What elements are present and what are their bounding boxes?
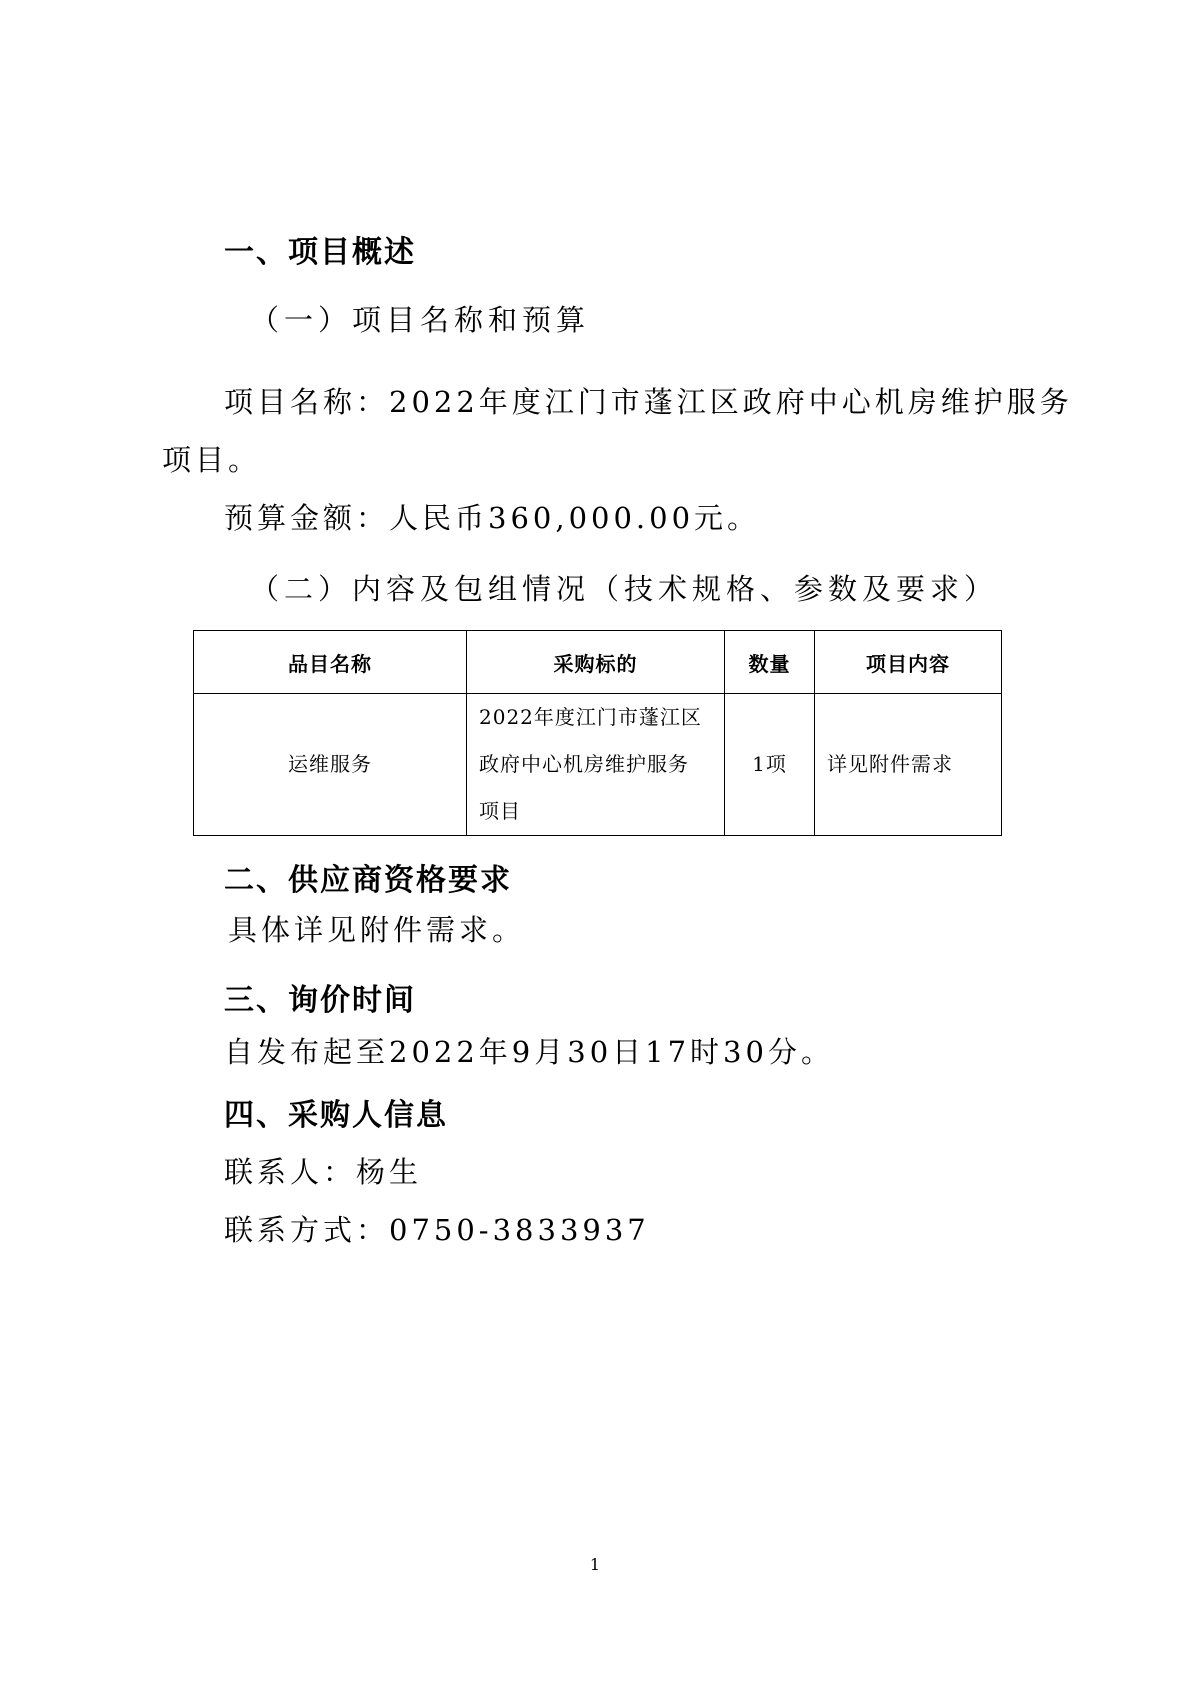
page-number: 1 (589, 1555, 601, 1574)
table-header-quantity: 数量 (725, 631, 815, 694)
contact-phone: 联系方式：0750-3833937 (224, 1213, 650, 1247)
inquiry-time-text: 自发布起至2022年9月30日17时30分。 (224, 1035, 834, 1069)
table-header-row (194, 631, 1002, 694)
cell-target-line3: 项目 (479, 799, 521, 823)
section-heading-qualification: 二、供应商资格要求 (224, 863, 512, 898)
procurement-table (193, 630, 1002, 836)
section-heading-purchaser: 四、采购人信息 (224, 1098, 448, 1133)
cell-quantity: 1项 (725, 694, 815, 836)
subheading-content-lots: （二）内容及包组情况（技术规格、参数及要求） (250, 572, 999, 606)
table-row (194, 694, 1002, 836)
cell-target-line1: 2022年度江门市蓬江区 (479, 705, 702, 729)
table-header-target: 采购标的 (467, 631, 725, 694)
cell-item-name: 运维服务 (194, 694, 467, 836)
section-heading-overview: 一、项目概述 (224, 235, 416, 270)
contact-person: 联系人：杨生 (224, 1155, 423, 1189)
cell-content: 详见附件需求 (815, 694, 1002, 836)
budget-amount: 预算金额：人民币360,000.00元。 (224, 501, 761, 535)
table-header-item-name: 品目名称 (194, 631, 467, 694)
project-name-line1: 项目名称：2022年度江门市蓬江区政府中心机房维护服务 (224, 385, 1073, 419)
project-name-line2: 项目。 (162, 443, 262, 477)
cell-target (467, 694, 725, 836)
subheading-name-budget: （一）项目名称和预算 (250, 303, 591, 337)
table-header-content: 项目内容 (815, 631, 1002, 694)
qualification-text: 具体详见附件需求。 (228, 913, 526, 947)
cell-target-line2: 政府中心机房维护服务 (479, 752, 689, 776)
section-heading-inquiry-time: 三、询价时间 (224, 983, 416, 1018)
